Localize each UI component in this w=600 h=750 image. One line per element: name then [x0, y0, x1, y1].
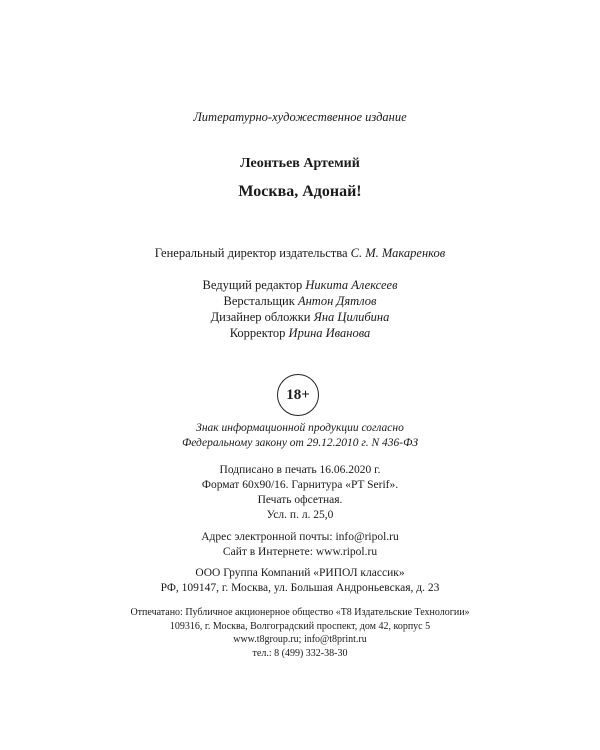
publisher-info: ООО Группа Компаний «РИПОЛ классик» РФ, 109147, г. Москва, ул. Большая Андроньевская, д. 23 [160, 567, 440, 594]
general-director-name: С. М. Макаренков [350, 246, 446, 260]
contacts: Адрес электронной почты: info@ripol.ru Сайт в Интернете: www.ripol.ru [201, 531, 399, 558]
credit-line: Корректор Ирина Иванова [229, 326, 371, 340]
info-sign-notice: Знак информационной продукции согласно Федеральному закону от 29.12.2010 г. N 436-ФЗ [181, 422, 419, 449]
general-director-role: Генеральный директор издательства [154, 246, 348, 260]
credit-line: Ведущий редактор Никита Алексеев [202, 278, 398, 292]
print-info: Подписано в печать 16.06.2020 г. Формат 60х90/16. Гарнитура «PT Serif». Печать офсетная. Усл. п. л. 25,0 [201, 464, 399, 521]
edition-type: Литературно-художественное издание [193, 110, 407, 124]
author-name: Леонтьев Артемий [240, 156, 360, 171]
age-rating-badge: 18+ [277, 374, 319, 416]
credit-line: Дизайнер обложки Яна Цилибина [210, 310, 390, 324]
credit-line: Верстальщик Антон Дятлов [223, 294, 377, 308]
credits-list [0, 277, 600, 341]
book-title: Москва, Адонай! [238, 183, 362, 200]
printer-info: Отпечатано: Публичное акционерное общество «Т8 Издательские Технологии» 109316, г. Москва, Волгоградский проспект, дом 42, корпус 5 www.t8group.ru; info@t8print.ru тел.: 8 (499) 332-38-30 [130, 607, 470, 659]
general-director [0, 245, 600, 261]
